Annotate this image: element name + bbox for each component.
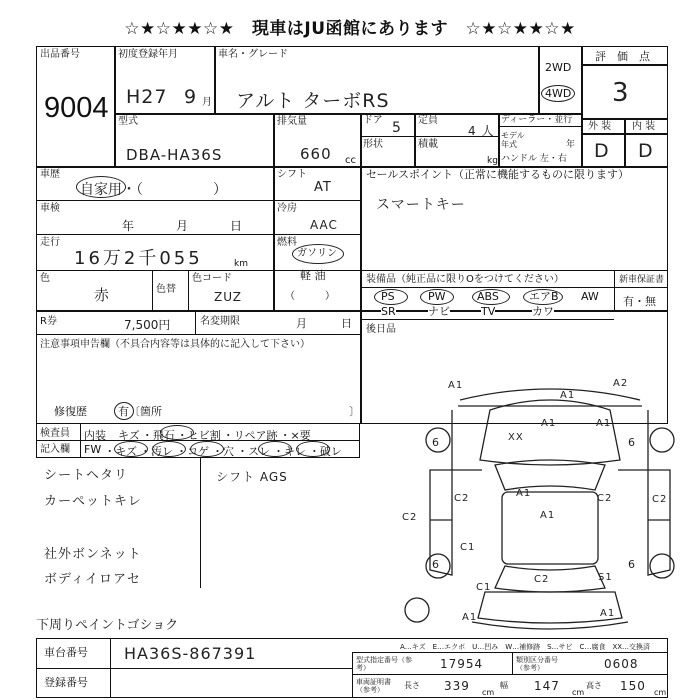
shift-note: シフト AGS [216, 470, 288, 484]
displacement-label: 排気量 [277, 116, 307, 127]
notes-label: 注意事項申告欄（不具合内容等は具体的に記入して下さい） [40, 339, 310, 350]
shift-label: シフト [277, 169, 307, 180]
color-code-value: ZUZ [214, 290, 243, 304]
row2-cell: ・穴 [212, 445, 234, 458]
interior-value: D [638, 140, 654, 162]
displacement-value: 660 [300, 145, 332, 163]
hand-note-3: 社外ボンネット [44, 547, 142, 562]
diagram-legend: A…キズ E…エクボ U…凹み W…補修跡 S…サビ C…腐食 XX…交換済 [400, 643, 651, 651]
inspection-label: 車検 [40, 203, 60, 214]
name-change-value: 月 日 [296, 317, 356, 330]
sales-point-value: スマートキー [376, 197, 466, 213]
mileage-value: 16万2千055 [74, 248, 203, 269]
warranty-value: 有・無 [623, 295, 656, 308]
score-label: 評 価 点 [595, 50, 650, 63]
diagram-mark: C2 [597, 493, 613, 504]
row1-cell: ・リペア跡 [222, 429, 278, 442]
inspector-label: 検査員 [40, 428, 70, 439]
diagram-mark: C2 [402, 512, 418, 523]
lot-number: 9004 [44, 92, 109, 124]
diagram-mark: A2 [613, 378, 629, 389]
row1-cell: ・×要 [279, 429, 311, 442]
fuel-light-oil: 軽 油 [300, 269, 326, 282]
equip-ps: PS [381, 290, 395, 303]
diagram-mark: C2 [454, 493, 470, 504]
length-unit: cm [482, 688, 495, 697]
cc-unit: cc [345, 155, 356, 166]
diagram-mark: A1 [462, 612, 478, 623]
row1-cell: ・飛石 [141, 429, 175, 442]
name-change-label: 名変期限 [200, 316, 240, 327]
diagram-mark: A1 [560, 390, 576, 401]
rear-items-label: 後日品 [366, 324, 396, 335]
height-label: 高さ [586, 681, 602, 690]
equip-airbag: エアB [529, 290, 559, 303]
recycle-label: R券 [40, 316, 57, 327]
banner: ☆★☆★★☆★ 現車はJU函館にあります ☆★☆★★☆★ [124, 19, 576, 39]
exterior-value: D [594, 140, 610, 162]
diagram-mark: S1 [598, 572, 613, 583]
type-label: 型式 [118, 116, 138, 127]
model-label: 車名・グレード [218, 49, 288, 60]
ac-label: 冷房 [277, 203, 297, 214]
shape-label: 形状 [363, 139, 383, 150]
hand-note-1: シートヘタリ [44, 468, 129, 483]
row1-cell: ・ヒビ割 [176, 429, 221, 442]
dims-label: 車両証明書（参考） [356, 678, 391, 694]
recycle-value: 7,500円 [124, 318, 171, 332]
hand-note-4: ボディイロアセ [44, 572, 141, 587]
repair-label: 修復歴 [54, 405, 87, 418]
sales-point-label: セールスポイント（正常に機能するものに限ります） [366, 168, 630, 181]
drive-4wd: 4WD [545, 87, 572, 100]
entry-label: 記入欄 [40, 444, 70, 455]
designation-value: 17954 [440, 657, 484, 671]
diagram-mark: XX [508, 432, 524, 443]
row2-cell: FW [84, 443, 102, 456]
repair-circle [114, 402, 134, 420]
diagram-mark: A1 [448, 380, 464, 391]
equip-label: 装備品（純正品に限りOをつけてください） [366, 274, 564, 285]
load-label: 積載 [418, 139, 438, 150]
height-unit: cm [654, 688, 667, 697]
equip-abs: ABS [477, 290, 499, 303]
designation-label: 型式指定番号（参考） [356, 656, 412, 672]
diagram-mark: 6 [628, 558, 636, 571]
usage-value: 自家用・（ ） [80, 182, 227, 198]
width-unit: cm [572, 688, 585, 697]
diagram-mark: A1 [541, 418, 557, 429]
hand-note-2: カーペットキレ [44, 494, 142, 509]
diagram-mark: A1 [596, 418, 612, 429]
handle-label: ハンドル 左・右 [501, 154, 567, 164]
fuel-gas: ガソリン [297, 248, 337, 259]
km-unit: km [234, 259, 248, 269]
type-value: DBA-HA36S [126, 146, 223, 164]
diagram-mark: A1 [516, 488, 532, 499]
diagram-mark: A1 [600, 608, 616, 619]
length-label: 長さ [404, 681, 420, 690]
row1-cell: キズ [118, 429, 140, 442]
row2-cell: ・キズ [104, 445, 137, 458]
month-unit: 月 [202, 97, 212, 108]
equip-aw: AW [581, 290, 599, 303]
first-reg-label: 初度登録年月 [118, 49, 178, 60]
exterior-label: 外 装 [588, 121, 612, 132]
color-change-label: 色替 [156, 284, 176, 295]
color-code-label: 色コード [192, 273, 232, 284]
diagram-mark: C1 [476, 582, 492, 593]
model-value: アルト ターボRS [236, 90, 390, 112]
year-unit: 年 [566, 140, 576, 150]
color-label: 色 [40, 273, 50, 284]
reg-label: 登録番号 [44, 676, 88, 689]
score-value: 3 [612, 78, 630, 108]
model-year-label: モデル 年式 [501, 131, 525, 149]
width-value: 147 [534, 679, 560, 693]
capacity-value: 4 人 [468, 124, 495, 138]
row2-cell: ・破レ [308, 445, 342, 458]
lot-label: 出品番号 [40, 49, 80, 60]
color-value: 赤 [94, 286, 111, 304]
diagram-mark: 6 [432, 558, 440, 571]
category-label: 類別区分番号（参考） [516, 656, 558, 672]
first-reg-month: 9 [184, 86, 198, 108]
mileage-label: 走行 [40, 237, 60, 248]
diagram-mark: 6 [432, 436, 440, 449]
hand-note-5: 下周りペイントゴショク [36, 618, 179, 633]
doors-label: ドア [363, 115, 383, 126]
inspection-value: 年 月 日 [122, 219, 249, 233]
kg-unit: kg [487, 156, 498, 166]
row1-cell: 内装 [84, 429, 106, 442]
diagram-mark: C2 [652, 494, 668, 505]
diagram-mark: 6 [628, 436, 636, 449]
width-label: 幅 [500, 681, 508, 690]
height-value: 150 [620, 679, 646, 693]
capacity-label: 定員 [418, 115, 438, 126]
interior-label: 内 装 [632, 121, 656, 132]
row2-cell: ・汚レ [140, 445, 173, 458]
length-value: 339 [444, 679, 470, 693]
equip-pw: PW [428, 290, 446, 303]
car-damage-diagram [400, 370, 700, 640]
row2-cell: ・コゲ [176, 445, 209, 458]
diagram-mark: C1 [460, 542, 476, 553]
dealer-label: ディーラー・並行 [501, 115, 573, 125]
first-reg-value: H27 [126, 86, 168, 108]
equip-tv: TV [481, 305, 496, 318]
chassis-label: 車台番号 [44, 646, 88, 659]
repair-value: 有〔箇所 〕 [118, 405, 360, 418]
row2-cell: ・スレ [237, 445, 270, 458]
equip-navi: ナビ [428, 305, 450, 318]
ac-value: AAC [310, 218, 338, 232]
shift-value: AT [314, 180, 332, 195]
equip-sr: SR [381, 305, 396, 318]
warranty-label: 新車保証書 [619, 275, 665, 285]
row2-cell: ・キレ [273, 445, 306, 458]
doors-value: 5 [392, 120, 402, 136]
drive-2wd: 2WD [545, 61, 572, 74]
fuel-paren: （ ） [285, 291, 335, 302]
diagram-mark: C2 [534, 574, 550, 585]
diagram-mark: A1 [540, 510, 556, 521]
equip-leather: カワ [532, 305, 554, 318]
category-value: 0608 [604, 657, 639, 671]
chassis-value: HA36S-867391 [124, 644, 257, 663]
usage-label: 車歴 [40, 169, 60, 180]
fuel-label: 燃料 [277, 237, 297, 248]
